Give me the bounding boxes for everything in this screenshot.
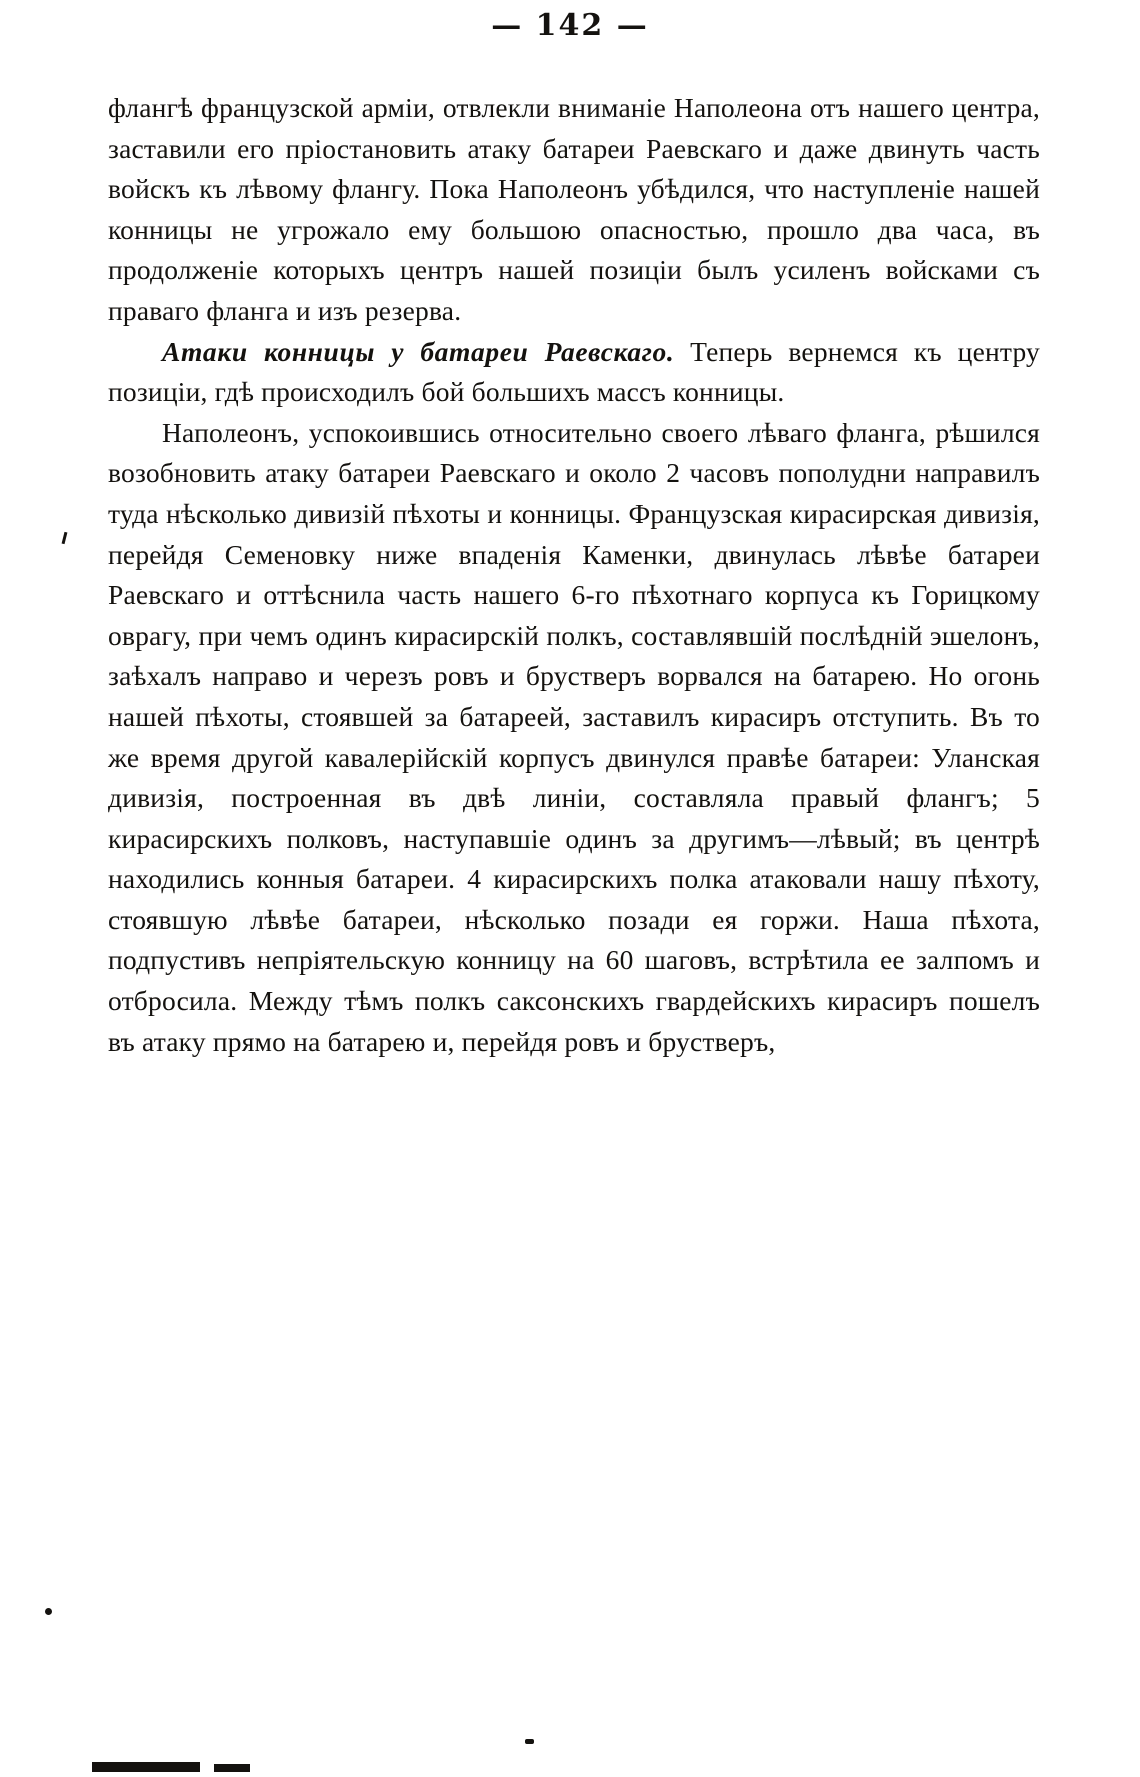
paragraph-3: Наполеонъ, успокоившись относительно своего лѣваго фланга, рѣшился возобновить атаку батареи Раевскаго и около 2 часовъ пополудни направилъ туда нѣсколько дивизій пѣхоты и конницы. Французская кирасирская дивизія, перейдя Семеновку ниже впаденія Каменки, двинулась лѣвѣе батареи Раевскаго и оттѣснила часть нашего 6-го пѣхотнаго корпуса къ Горицкому оврагу, при чемъ одинъ кирасирскій полкъ, составлявшій послѣдній эшелонъ, заѣхалъ направо и черезъ ровъ и брустверъ ворвался на батарею. Но огонь нашей пѣхоты, стоявшей за батареей, заставилъ кирасиръ отступить. Въ то же время другой кавалерійскій корпусъ двинулся правѣе батареи: Уланская дивизія, построенная въ двѣ линіи, составляла правый флангъ; 5 кирасирскихъ полковъ, наступавшіе одинъ за другимъ—лѣвый; въ центрѣ находились конныя батареи. 4 кирасирскихъ полка атаковали нашу пѣхоту, стоявшую лѣвѣе батареи, нѣсколько позади ея горжи. Наша пѣхота, подпустивъ непріятельскую конницу на 60 шаговъ, встрѣтила ее залпомъ и отбросила. Между тѣмъ полкъ саксонскихъ гвардейскихъ кирасиръ пошелъ въ атаку прямо на батарею и, перейдя ровъ и брустверъ, (108, 416, 1040, 1057)
footer-ink-mark (214, 1764, 250, 1772)
section-run-head: Атаки конницы у батареи Раевскаго. (162, 335, 675, 367)
paragraph-2-text: Теперь вернемся къ центру позиціи, гдѣ происходилъ бой большихъ массъ конницы. (108, 335, 1040, 408)
paragraph-2 (108, 332, 1040, 413)
page-text-body (108, 88, 1040, 1062)
page-number: — 142 — (491, 8, 649, 43)
paragraph-1: флангѣ французской арміи, отвлекли вниманіе Наполеона отъ нашего центра, заставили его пріостановить атаку батареи Раевскаго и даже двинуть часть войскъ къ лѣвому флангу. Пока Наполеонъ убѣдился, что наступленіе нашей конницы не угрожало ему большою опасностью, прошло два часа, въ продолженіе которыхъ центръ нашей позиціи былъ усиленъ войсками съ праваго фланга и изъ резерва. (108, 92, 1040, 326)
page-speck-mark (62, 532, 68, 544)
footer-ink-mark (92, 1762, 200, 1772)
page-speck-mark (525, 1739, 534, 1744)
page-speck-mark (45, 1608, 52, 1615)
